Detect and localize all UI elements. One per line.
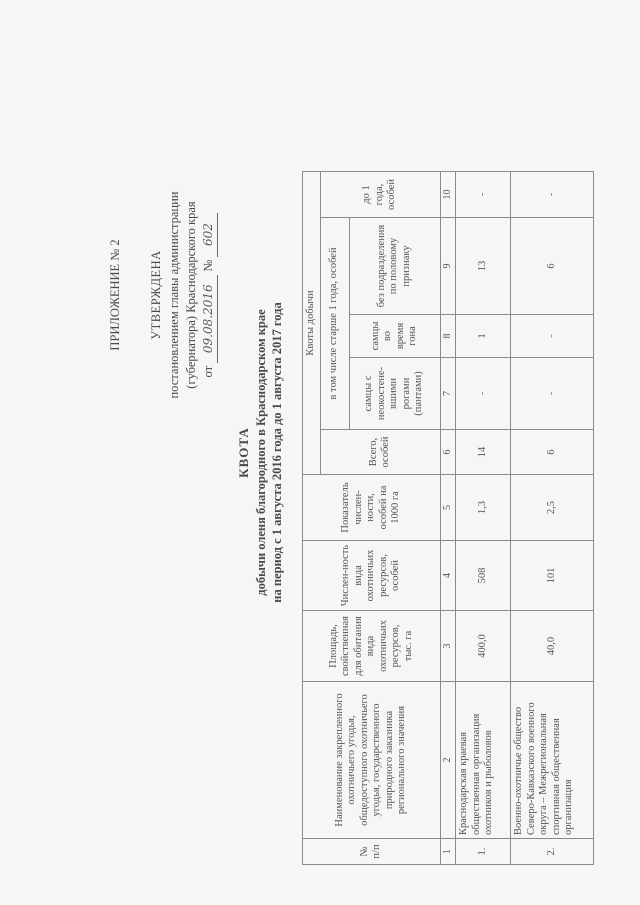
header-row-1 [303,172,321,865]
approval-line-1: постановлением главы администрации [167,191,181,399]
approved-label: УТВЕРЖДЕНА [149,250,163,340]
row-area: 400,0 [456,611,511,682]
col-number: 6 [440,430,456,475]
header-total: Всего, особей [320,430,440,475]
row-population: 101 [511,541,594,611]
approval-date-line [200,125,218,465]
col-number: 3 [440,611,456,682]
row-name: Военно-охотничье общество Северо-Кавказского военного округа – Межрегиональная спортивная общественная организация [511,682,594,839]
col-number: 7 [440,358,456,430]
col-number: 5 [440,475,456,541]
header-density: Показатель числен-ности, особей на 1000 га [303,475,441,541]
approval-number: 602 [200,213,218,257]
col-number: 8 [440,315,456,358]
table-row [456,172,511,865]
row-under1: - [511,172,594,218]
table-row [511,172,594,865]
row-males-rut: 1 [456,315,511,358]
quota-table [302,171,594,865]
approval-line-2: (губернатора) Краснодарского края [184,201,198,389]
row-males-rut: - [511,315,594,358]
row-population: 508 [456,541,511,611]
row-no-sex: 6 [511,218,594,315]
col-number: 2 [440,682,456,839]
header-quota-group: Квоты добычи [303,172,321,475]
row-males-antlers: - [511,358,594,430]
document-subtitle-2: на период с 1 августа 2016 года до 1 августа 2017 года [270,302,284,603]
header-no-sex: без подразделения по половому признаку [349,218,440,315]
header-males-rut: самцы во время гона [349,315,440,358]
number-prefix: № [201,259,215,272]
approval-date: 09.08.2016 [200,275,218,363]
row-total: 14 [456,430,511,475]
row-density: 2,5 [511,475,594,541]
header-under1: до 1 года, особей [320,172,440,218]
col-number: 1 [440,839,456,865]
header-name: Наименование закрепленного охотничьего угодья, общедоступного охотничьего угодья, государственного природного заказника регионального значения [303,682,441,839]
header-males-antlers: самцы с неокостене-вшими рогами (пантами) [349,358,440,430]
row-num: 2. [511,839,594,865]
row-total: 6 [511,430,594,475]
row-num: 1. [456,839,511,865]
header-population: Числен-ность вида охотничьих ресурсов, особей [303,541,441,611]
column-number-row [440,172,456,865]
row-no-sex: 13 [456,218,511,315]
appendix-title: ПРИЛОЖЕНИЕ № 2 [108,239,122,351]
date-prefix: от [201,365,215,378]
row-density: 1,3 [456,475,511,541]
col-number: 9 [440,218,456,315]
header-area: Площадь, свойственная для обитания вида охотничьих ресурсов, тыс. га [303,611,441,682]
col-number: 10 [440,172,456,218]
document-title: КВОТА [236,427,251,478]
document-subtitle-1: добычи оленя благородного в Краснодарском крае [254,309,268,596]
row-name: Краснодарская краевая общественная организация охотников и рыболовов [456,682,511,839]
row-males-antlers: - [456,358,511,430]
col-number: 4 [440,541,456,611]
header-incl-older: в том числе старше 1 года, особей [320,218,349,430]
header-num: № п/п [303,839,441,865]
row-area: 40,0 [511,611,594,682]
row-under1: - [456,172,511,218]
